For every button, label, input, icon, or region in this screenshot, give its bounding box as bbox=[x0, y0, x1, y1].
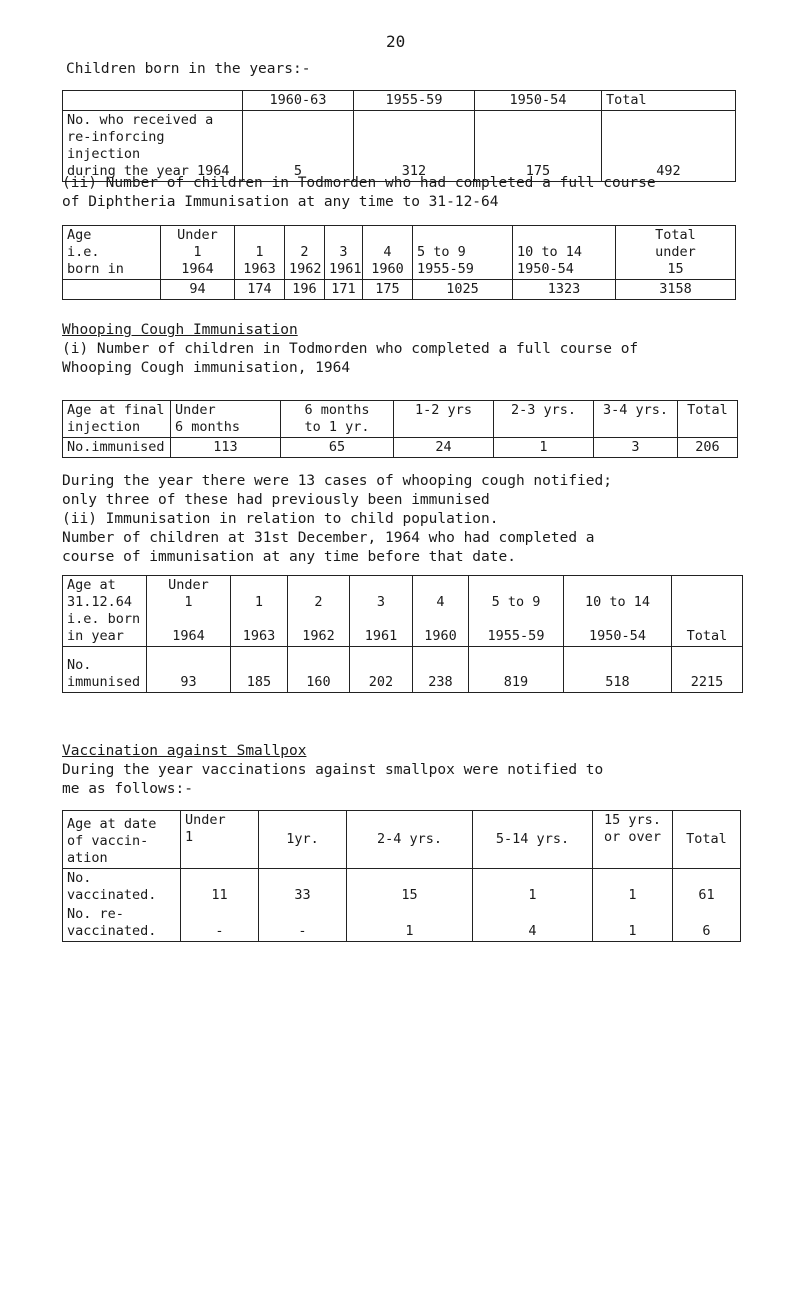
header-cell: 6 months to 1 yr. bbox=[281, 401, 394, 438]
table-cell: 1323 bbox=[513, 280, 616, 300]
table-cell: 113 bbox=[171, 438, 281, 458]
paragraph-line: During the year vaccinations against smallpox were notified to bbox=[62, 762, 604, 778]
table-cell: 1025 bbox=[413, 280, 513, 300]
header-cell: Age at final injection bbox=[63, 401, 171, 438]
header-cell: 5-14 yrs. bbox=[473, 811, 593, 869]
header-cell: Total bbox=[672, 576, 743, 647]
table-cell: 202 bbox=[350, 647, 413, 693]
table-cell: 175 bbox=[363, 280, 413, 300]
table-cell: 65 bbox=[281, 438, 394, 458]
paragraph-line: During the year there were 13 cases of whooping cough notified; bbox=[62, 473, 612, 489]
table-header-row bbox=[63, 811, 741, 869]
table-header-row bbox=[63, 401, 738, 438]
header-cell: 2-4 yrs. bbox=[347, 811, 473, 869]
table-header-row bbox=[63, 226, 736, 280]
header-cell: Under 1 1964 bbox=[161, 226, 235, 280]
row-label: No.immunised bbox=[63, 438, 171, 458]
page-number: 20 bbox=[386, 32, 406, 51]
row-label: No. re- vaccinated. bbox=[63, 905, 181, 942]
paragraph-line: of Diphtheria Immunisation at any time to 31-12-64 bbox=[62, 194, 499, 210]
table-cell: 93 bbox=[147, 647, 231, 693]
header-cell: 5 to 9 1955-59 bbox=[469, 576, 564, 647]
header-cell: 1950-54 bbox=[475, 91, 602, 111]
table-row bbox=[63, 280, 736, 300]
table-row bbox=[63, 869, 741, 906]
paragraph-line: (i) Number of children in Todmorden who completed a full course of bbox=[62, 341, 639, 357]
row-label: No. who received a re-inforcing injection during the year 1964 bbox=[63, 111, 243, 182]
paragraph-line: (ii) Number of children in Todmorden who had completed a full course bbox=[62, 175, 656, 191]
table-row bbox=[63, 647, 743, 693]
header-cell: 5 to 9 1955-59 bbox=[413, 226, 513, 280]
paragraph-line: (ii) Immunisation in relation to child population. bbox=[62, 511, 499, 527]
table-cell: 1 bbox=[593, 869, 673, 906]
table-cell: 15 bbox=[347, 869, 473, 906]
header-cell bbox=[63, 91, 243, 111]
table-cell: 160 bbox=[288, 647, 350, 693]
immunisation-child-population-table bbox=[62, 575, 743, 693]
table-header-row bbox=[63, 576, 743, 647]
table-cell: 1 bbox=[347, 905, 473, 942]
table-cell: 61 bbox=[673, 869, 741, 906]
whooping-cough-final-injection-table bbox=[62, 400, 738, 458]
header-cell: Total bbox=[673, 811, 741, 869]
table-row bbox=[63, 438, 738, 458]
header-cell: 4 1960 bbox=[363, 226, 413, 280]
paragraph-line: only three of these had previously been immunised bbox=[62, 492, 490, 508]
paragraph-line: course of immunisation at any time before that date. bbox=[62, 549, 516, 565]
table-cell: 2215 bbox=[672, 647, 743, 693]
table-cell: 312 bbox=[354, 111, 475, 182]
header-cell: Total bbox=[602, 91, 736, 111]
table-cell: 33 bbox=[259, 869, 347, 906]
smallpox-heading: Vaccination against Smallpox bbox=[62, 743, 307, 759]
table-cell: 5 bbox=[243, 111, 354, 182]
table-cell: 3158 bbox=[616, 280, 736, 300]
header-cell: 2 1962 bbox=[285, 226, 325, 280]
table-cell: 1 bbox=[473, 869, 593, 906]
table-cell: 175 bbox=[475, 111, 602, 182]
table-cell: 174 bbox=[235, 280, 285, 300]
table-cell: 238 bbox=[413, 647, 469, 693]
diphtheria-immunisation-table bbox=[62, 225, 736, 300]
header-cell: 1yr. bbox=[259, 811, 347, 869]
header-cell: 3-4 yrs. bbox=[594, 401, 678, 438]
table-header-row bbox=[63, 91, 736, 111]
paragraph-line: me as follows:- bbox=[62, 781, 193, 797]
table-cell: 196 bbox=[285, 280, 325, 300]
table-cell: 185 bbox=[231, 647, 288, 693]
table-cell: 206 bbox=[678, 438, 738, 458]
table-cell: 6 bbox=[673, 905, 741, 942]
header-cell: 1 1963 bbox=[235, 226, 285, 280]
header-cell: 1-2 yrs bbox=[394, 401, 494, 438]
paragraph-line: Whooping Cough immunisation, 1964 bbox=[62, 360, 351, 376]
header-cell: 1 1963 bbox=[231, 576, 288, 647]
table-cell: 819 bbox=[469, 647, 564, 693]
header-cell: 3 1961 bbox=[325, 226, 363, 280]
header-cell: 3 1961 bbox=[350, 576, 413, 647]
row-label: No. vaccinated. bbox=[63, 869, 181, 906]
header-cell: Age at date of vaccin- ation bbox=[63, 811, 181, 869]
paragraph-line: Number of children at 31st December, 1964 who had completed a bbox=[62, 530, 595, 546]
table-cell: 94 bbox=[161, 280, 235, 300]
table-cell: 11 bbox=[181, 869, 259, 906]
table-cell: 518 bbox=[564, 647, 672, 693]
header-cell: Age i.e. born in bbox=[63, 226, 161, 280]
header-cell: 4 1960 bbox=[413, 576, 469, 647]
header-cell: 2 1962 bbox=[288, 576, 350, 647]
table-cell: - bbox=[259, 905, 347, 942]
header-cell: 15 yrs. or over bbox=[593, 811, 673, 869]
table-row bbox=[63, 111, 736, 182]
table-cell bbox=[63, 280, 161, 300]
header-cell: Under 1 1964 bbox=[147, 576, 231, 647]
header-cell: Under 6 months bbox=[171, 401, 281, 438]
header-cell: 10 to 14 1950-54 bbox=[513, 226, 616, 280]
header-cell: Total bbox=[678, 401, 738, 438]
header-cell: Under 1 bbox=[181, 811, 259, 869]
table-cell: 1 bbox=[593, 905, 673, 942]
smallpox-vaccination-table bbox=[62, 810, 741, 942]
header-cell: 10 to 14 1950-54 bbox=[564, 576, 672, 647]
table-row bbox=[63, 905, 741, 942]
row-label: No. immunised bbox=[63, 647, 147, 693]
header-cell: Age at 31.12.64 i.e. born in year bbox=[63, 576, 147, 647]
header-cell: 1955-59 bbox=[354, 91, 475, 111]
table-cell: 24 bbox=[394, 438, 494, 458]
table-cell: 4 bbox=[473, 905, 593, 942]
whooping-cough-heading: Whooping Cough Immunisation bbox=[62, 322, 298, 338]
table-cell: 492 bbox=[602, 111, 736, 182]
header-cell: 2-3 yrs. bbox=[494, 401, 594, 438]
reinforcing-injection-table bbox=[62, 90, 736, 182]
header-cell: Total under 15 bbox=[616, 226, 736, 280]
header-cell: 1960-63 bbox=[243, 91, 354, 111]
table-cell: 1 bbox=[494, 438, 594, 458]
children-born-heading: Children born in the years:- bbox=[66, 61, 311, 77]
table-cell: - bbox=[181, 905, 259, 942]
table-cell: 3 bbox=[594, 438, 678, 458]
table-cell: 171 bbox=[325, 280, 363, 300]
